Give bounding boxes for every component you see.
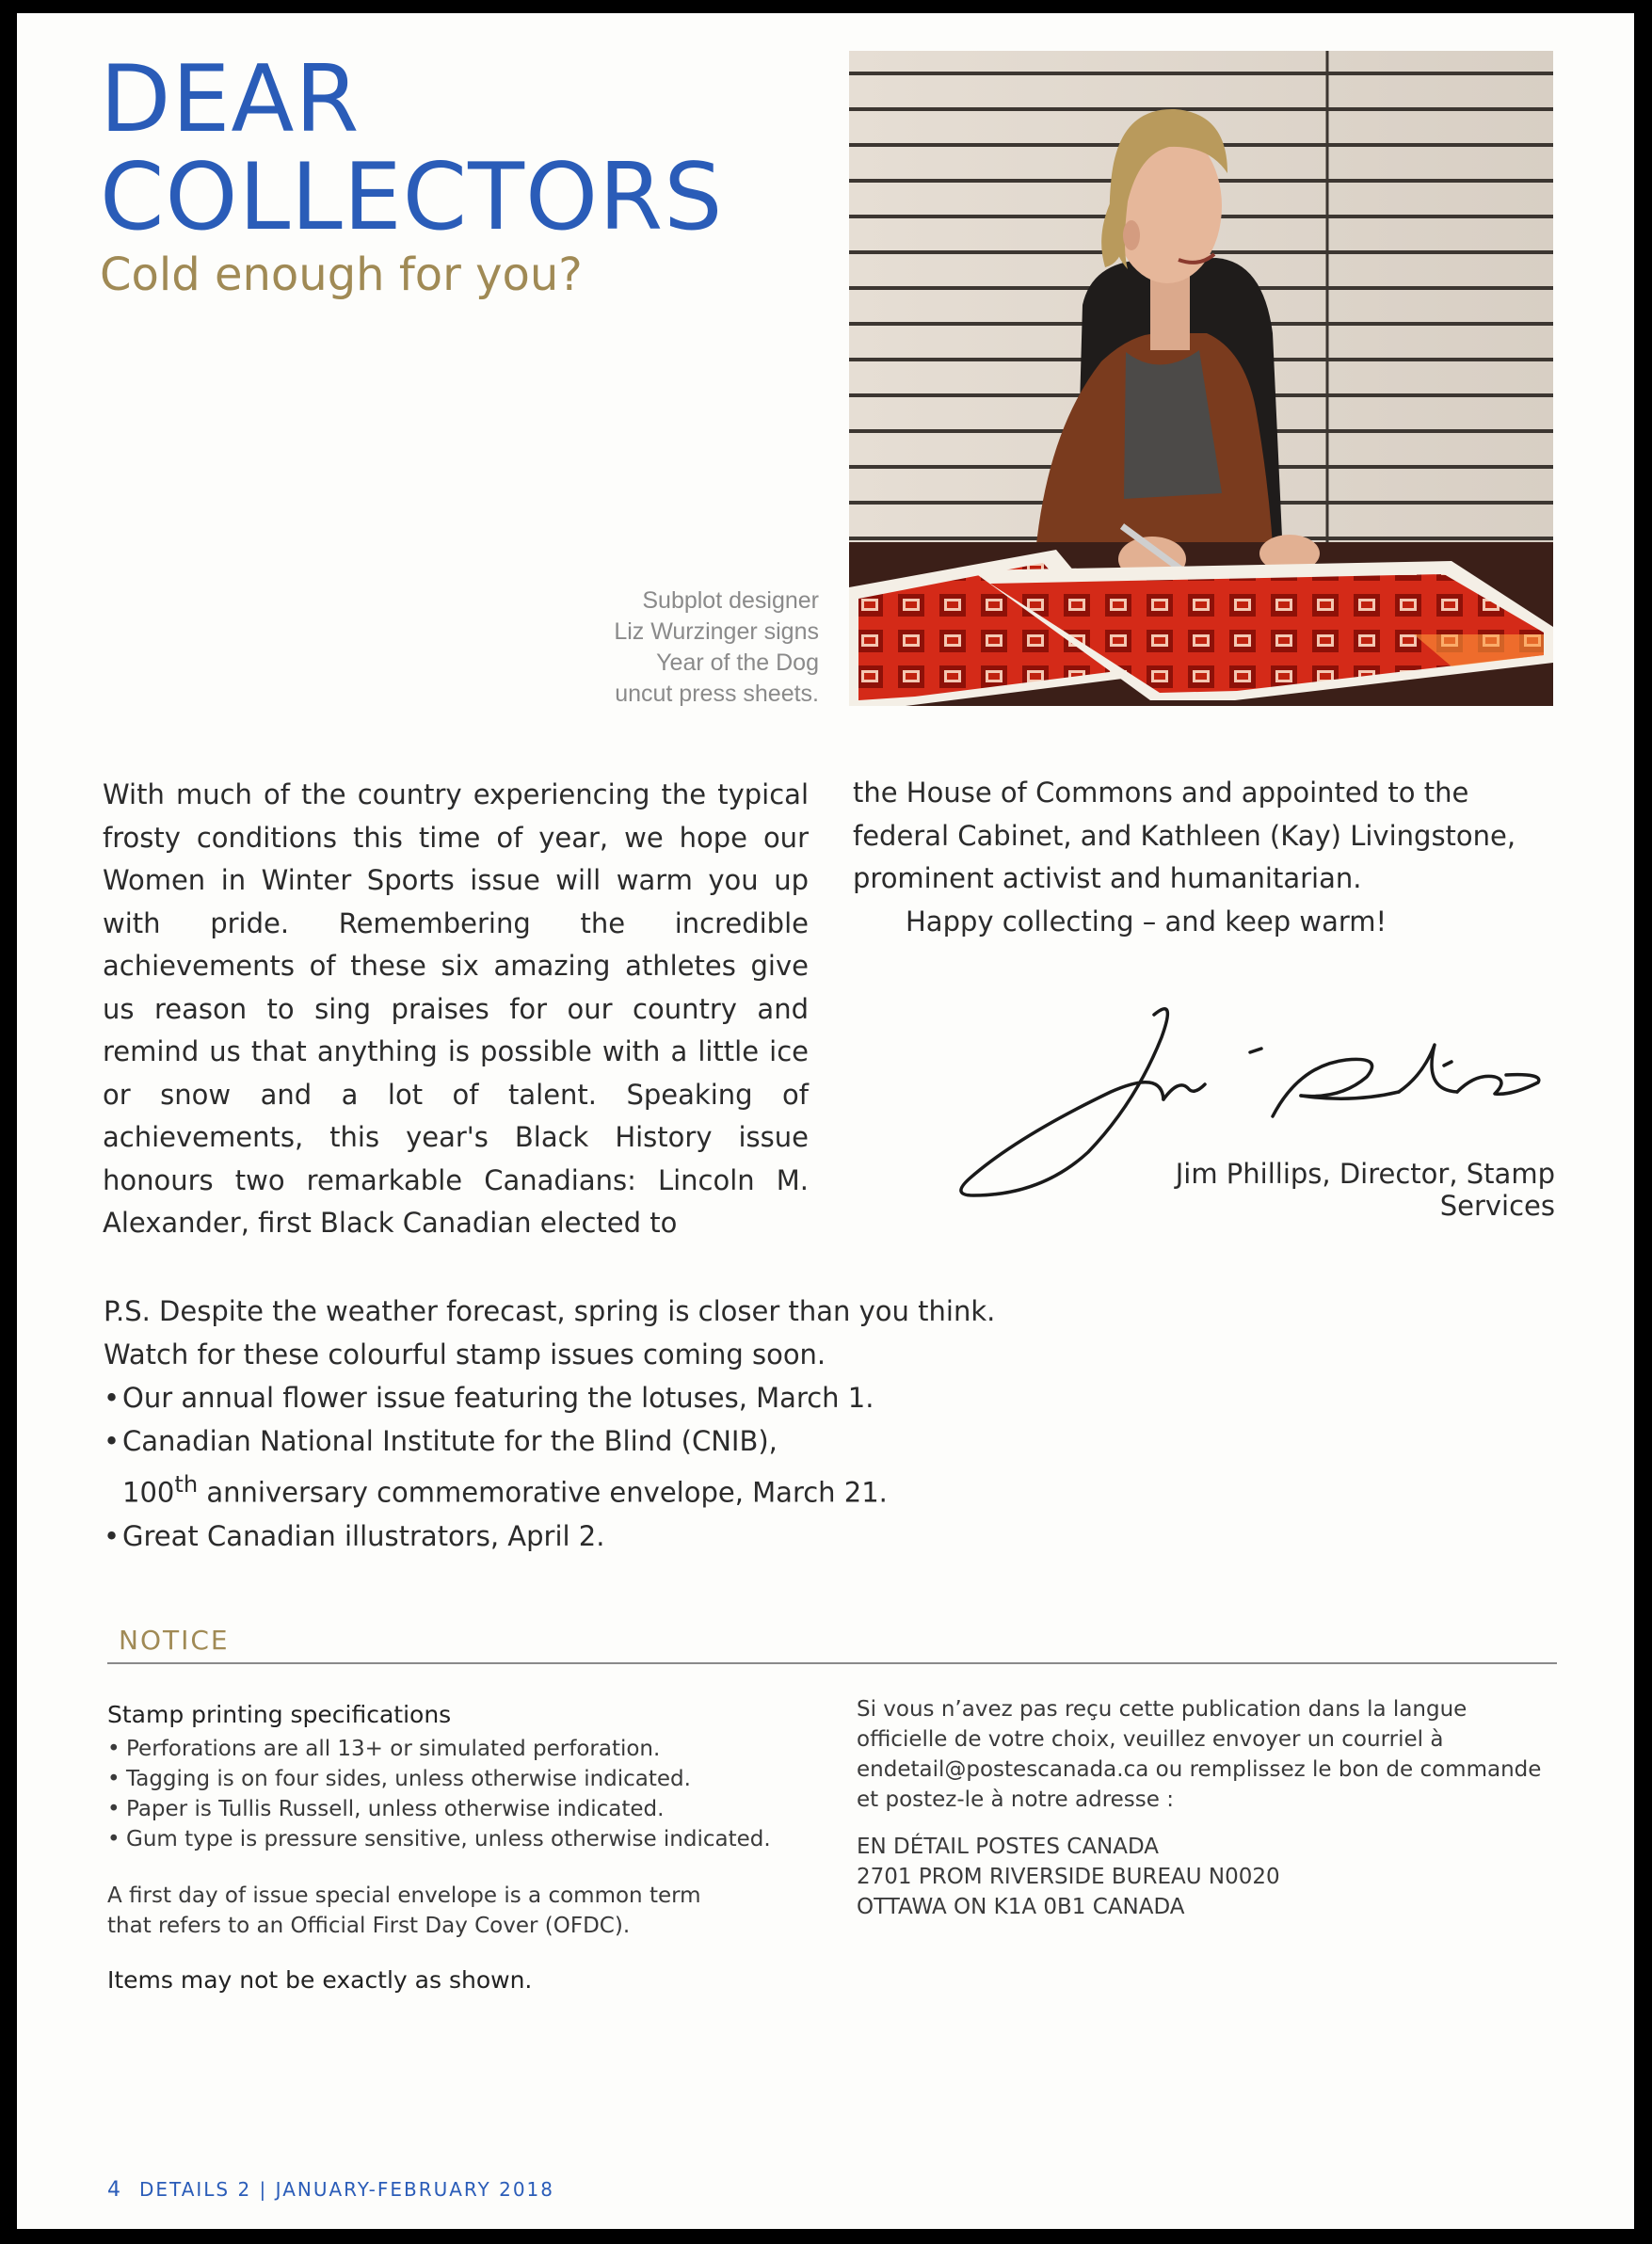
page-title bbox=[100, 46, 724, 251]
caption-line: Year of the Dog bbox=[656, 649, 819, 676]
list-item-line: Canadian National Institute for the Blind (CNIB), bbox=[122, 1425, 778, 1457]
notice-divider bbox=[107, 1662, 1557, 1664]
specs-list bbox=[107, 1734, 842, 1854]
list-item: • Our annual flower issue featuring the lotuses, March 1. bbox=[104, 1376, 1233, 1419]
notice-title: NOTICE bbox=[119, 1625, 230, 1656]
mailing-address bbox=[857, 1832, 1553, 1922]
list-item: • Great Canadian illustrators, April 2. bbox=[104, 1515, 1233, 1558]
magazine-page bbox=[17, 13, 1634, 2229]
notice-english bbox=[107, 1700, 842, 1996]
letter-continuation: the House of Commons and appointed to the federal Cabinet, and Kathleen (Kay) Livingstone, prominent activist and humanitarian. bbox=[853, 777, 1516, 894]
ps-line: Watch for these colourful stamp issues coming soon. bbox=[104, 1338, 826, 1370]
title-line-2: COLLECTORS bbox=[100, 144, 724, 251]
address-line: OTTAWA ON K1A 0B1 CANADA bbox=[857, 1895, 1185, 1919]
designer-signing-photo bbox=[849, 51, 1553, 706]
caption-line: Subplot designer bbox=[642, 587, 819, 614]
postscript bbox=[104, 1290, 1233, 1558]
list-item-text: anniversary commemorative envelope, March 21. bbox=[198, 1476, 888, 1509]
address-line: EN DÉTAIL POSTES CANADA bbox=[857, 1835, 1160, 1859]
footer-text: DETAILS 2 | JANUARY-FEBRUARY 2018 bbox=[139, 2178, 555, 2201]
french-notice-text: Si vous n’avez pas reçu cette publication dans la langue officielle de votre choix, veuillez envoyer un courriel à endetail@postescanada.ca ou remplissez le bon de commande et postez-le à notre adresse : bbox=[857, 1697, 1542, 1812]
ofdc-note: A first day of issue special envelope is a common term that refers to an Official First Day Cover (OFDC). bbox=[107, 1883, 701, 1938]
ordinal-suffix: th bbox=[174, 1471, 199, 1498]
specs-heading: Stamp printing specifications bbox=[107, 1701, 452, 1728]
page-number: 4 bbox=[107, 2178, 122, 2202]
items-disclaimer: Items may not be exactly as shown. bbox=[107, 1966, 533, 1994]
list-item: • Paper is Tullis Russell, unless otherwise indicated. bbox=[107, 1794, 842, 1824]
letter-closing: Happy collecting – and keep warm! bbox=[906, 905, 1387, 938]
list-item bbox=[104, 1419, 1233, 1515]
notice-french bbox=[857, 1694, 1553, 1922]
ps-line: P.S. Despite the weather forecast, spring is closer than you think. bbox=[104, 1295, 996, 1327]
list-item-line bbox=[122, 1463, 1233, 1515]
page-subtitle: Cold enough for you? bbox=[100, 248, 583, 301]
caption-line: Liz Wurzinger signs bbox=[614, 618, 819, 645]
letter-body-left: With much of the country experiencing the typical frosty conditions this time of year, we hope our Women in Winter Sports issue will warm you up with pride. Remembering the incredible achievements of these six amazing athletes give us reason to sing praises for our country and remind us that anything is possible with a little ice or snow and a lot of talent. Speaking of achievements, this year's Black History issue honours two remarkable Canadians: Lincoln M. Alexander, first Black Canadian elected to bbox=[103, 778, 809, 1239]
signature-name: Jim Phillips, Director, Stamp Services bbox=[1175, 1158, 1555, 1222]
letter-body-right bbox=[853, 772, 1553, 943]
anniversary-number: 100 bbox=[122, 1476, 175, 1509]
address-line: 2701 PROM RIVERSIDE BUREAU N0020 bbox=[857, 1865, 1280, 1889]
caption-line: uncut press sheets. bbox=[615, 681, 819, 707]
page-footer bbox=[107, 2178, 554, 2202]
title-line-1: DEAR bbox=[100, 46, 361, 153]
list-item: • Tagging is on four sides, unless otherwise indicated. bbox=[107, 1764, 842, 1794]
list-item: • Gum type is pressure sensitive, unless otherwise indicated. bbox=[107, 1824, 842, 1854]
photo-caption bbox=[450, 585, 819, 710]
upcoming-issues-list bbox=[104, 1376, 1233, 1558]
list-item: • Perforations are all 13+ or simulated perforation. bbox=[107, 1734, 842, 1764]
